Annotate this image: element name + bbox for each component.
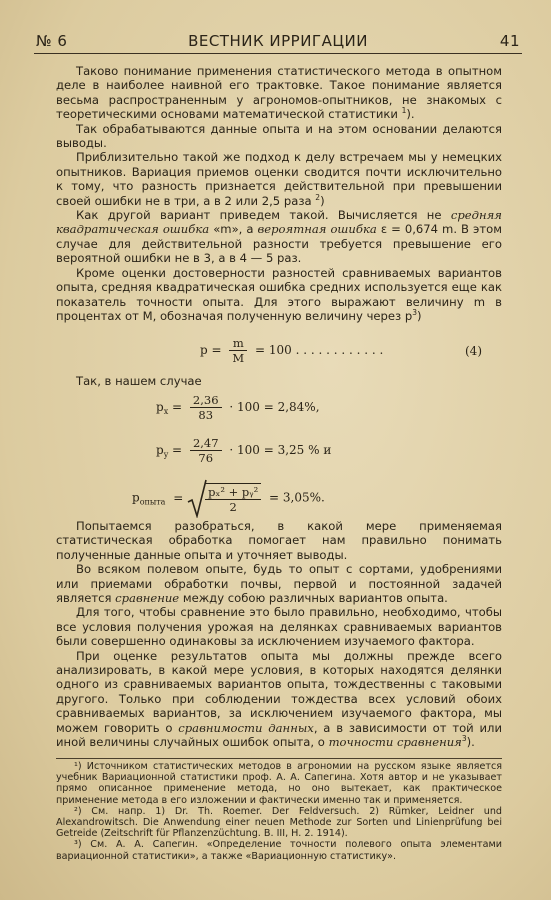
sqrt-sign bbox=[187, 478, 207, 518]
formula-p-opyta: $p_{опыта}$ = $\frac{\text{pₓ² + pᵧ²}}{2}$ = 3,05%. bbox=[132, 478, 325, 518]
paragraph-1: Таково понимание применения статистического метода в опытном деле в наиболее наивной его трактовке. Такое понимание является весьма распространенным у агрономов-опытников, не знакомых с теоретическими основами математической статистики $^1$). bbox=[56, 64, 502, 122]
footnotes bbox=[56, 761, 502, 862]
paragraph-9: При оценке результатов опыта мы должны прежде всего анализировать, в какой мере условия, в которых находятся делянки одного из сравниваемых вариантов опыта, тождественны с таковыми другого. Только при соблюдении тождества всех условий обоих сравниваемых вариантов, за исключением изучаемого фактора, мы можем говорить о сравнимости данных, а в зависимости от той или иной величины случайных ошибок опыта, о точности сравнения$^3$). bbox=[56, 648, 502, 750]
running-head bbox=[34, 30, 522, 54]
issue-number: № 6 bbox=[36, 32, 68, 50]
formula-py: $p_y$ = $\frac{2,47}{76}$ · 100 = 3,25 % и bbox=[156, 436, 332, 465]
main-text-bottom bbox=[56, 519, 502, 750]
footnote-mark: 2 bbox=[315, 192, 321, 202]
footnote-rule bbox=[56, 758, 502, 759]
journal-title: ВЕСТНИК ИРРИГАЦИИ bbox=[188, 32, 368, 50]
paragraph-4: Как другой вариант приведем такой. Вычисляется не средняя квадратическая ошибка «m», а вероятная ошибка ε = 0,674 m. В этом случае для действительной разности требуется превышение его вероятной ошибки не в 3, а в 4 — 5 раз. bbox=[56, 208, 502, 266]
formula-px: $p_x$ = $\frac{2,36}{83}$ · 100 = 2,84%, bbox=[156, 393, 320, 422]
main-text-top bbox=[56, 64, 502, 323]
paragraph-7: Во всяком полевом опыте, будь то опыт с сортами, удобрениями или приемами обработки почвы, первой и постоянной задачей является сравнение между собою различных вариантов опыта. bbox=[56, 562, 502, 606]
so-in-case: Так, в нашем случае bbox=[76, 374, 202, 388]
footnote-1: ¹) Источником статистических методов в агрономии на русском языке является учебник Вариационной статистики проф. А. А. Сапегина. Хотя автор и не указывает прямо описанное применение метода, но оно вытекает, как практическое применение метода в его изложении и фактически именно так и применяется. bbox=[56, 761, 502, 806]
header-rule bbox=[34, 53, 522, 54]
paragraph-8: Для того, чтобы сравнение это было правильно, необходимо, чтобы все условия получения урожая на делянках сравниваемых вариантов были совершенно одинаковы за исключением изучаемого фактора. bbox=[56, 605, 502, 649]
formula-4: p = $\frac{m}{M}$ = 100 . . . . . . . . . . . . (4) bbox=[200, 336, 482, 365]
footnote-3: ³) См. А. А. Сапегин. «Определение точности полевого опыта элементами вариационной статистики», а также «Вариационную статистику». bbox=[56, 839, 502, 862]
page-number: 41 bbox=[499, 32, 520, 50]
equation-label: (4) bbox=[465, 344, 482, 358]
paragraph-2: Так обрабатываются данные опыта и на этом основании делаются выводы. bbox=[56, 121, 502, 151]
footnote-mark: 1 bbox=[401, 106, 407, 116]
footnote-2: ²) См. напр. 1) Dr. Th. Roemer. Der Feldversuch. 2) Rümker, Leidner und Alexandrowitsch. Die Anwendung einer neuen Methode zur Sorten und Linienprüfung bei Getreide (Zeitschrift für Pflanzenzüchtung. B. III, H. 2. 1914). bbox=[56, 805, 502, 840]
paragraph-3: Приблизительно такой же подход к делу встречаем мы у немецких опытников. Вариация приемов оценки сводится почти исключительно к тому, что разность признается действительной при превышении своей ошибки не в три, а в 2 или 2,5 раза $^2$) bbox=[56, 150, 502, 208]
footnote-mark: 3 bbox=[461, 734, 467, 744]
paragraph-5: Кроме оценки достоверности разностей сравниваемых вариантов опыта, средняя квадратическая ошибка средних используется еще как показатель точности опыта. Для этого выражают величину m в процентах от M, обозначая полученную величину через $p^3$) bbox=[56, 265, 502, 323]
footnote-mark: 3 bbox=[412, 308, 418, 318]
paragraph-6: Попытаемся разобраться, в какой мере применяемая статистическая обработка помогает нам правильно понимать полученные данные опыта и уточняет выводы. bbox=[56, 519, 502, 562]
